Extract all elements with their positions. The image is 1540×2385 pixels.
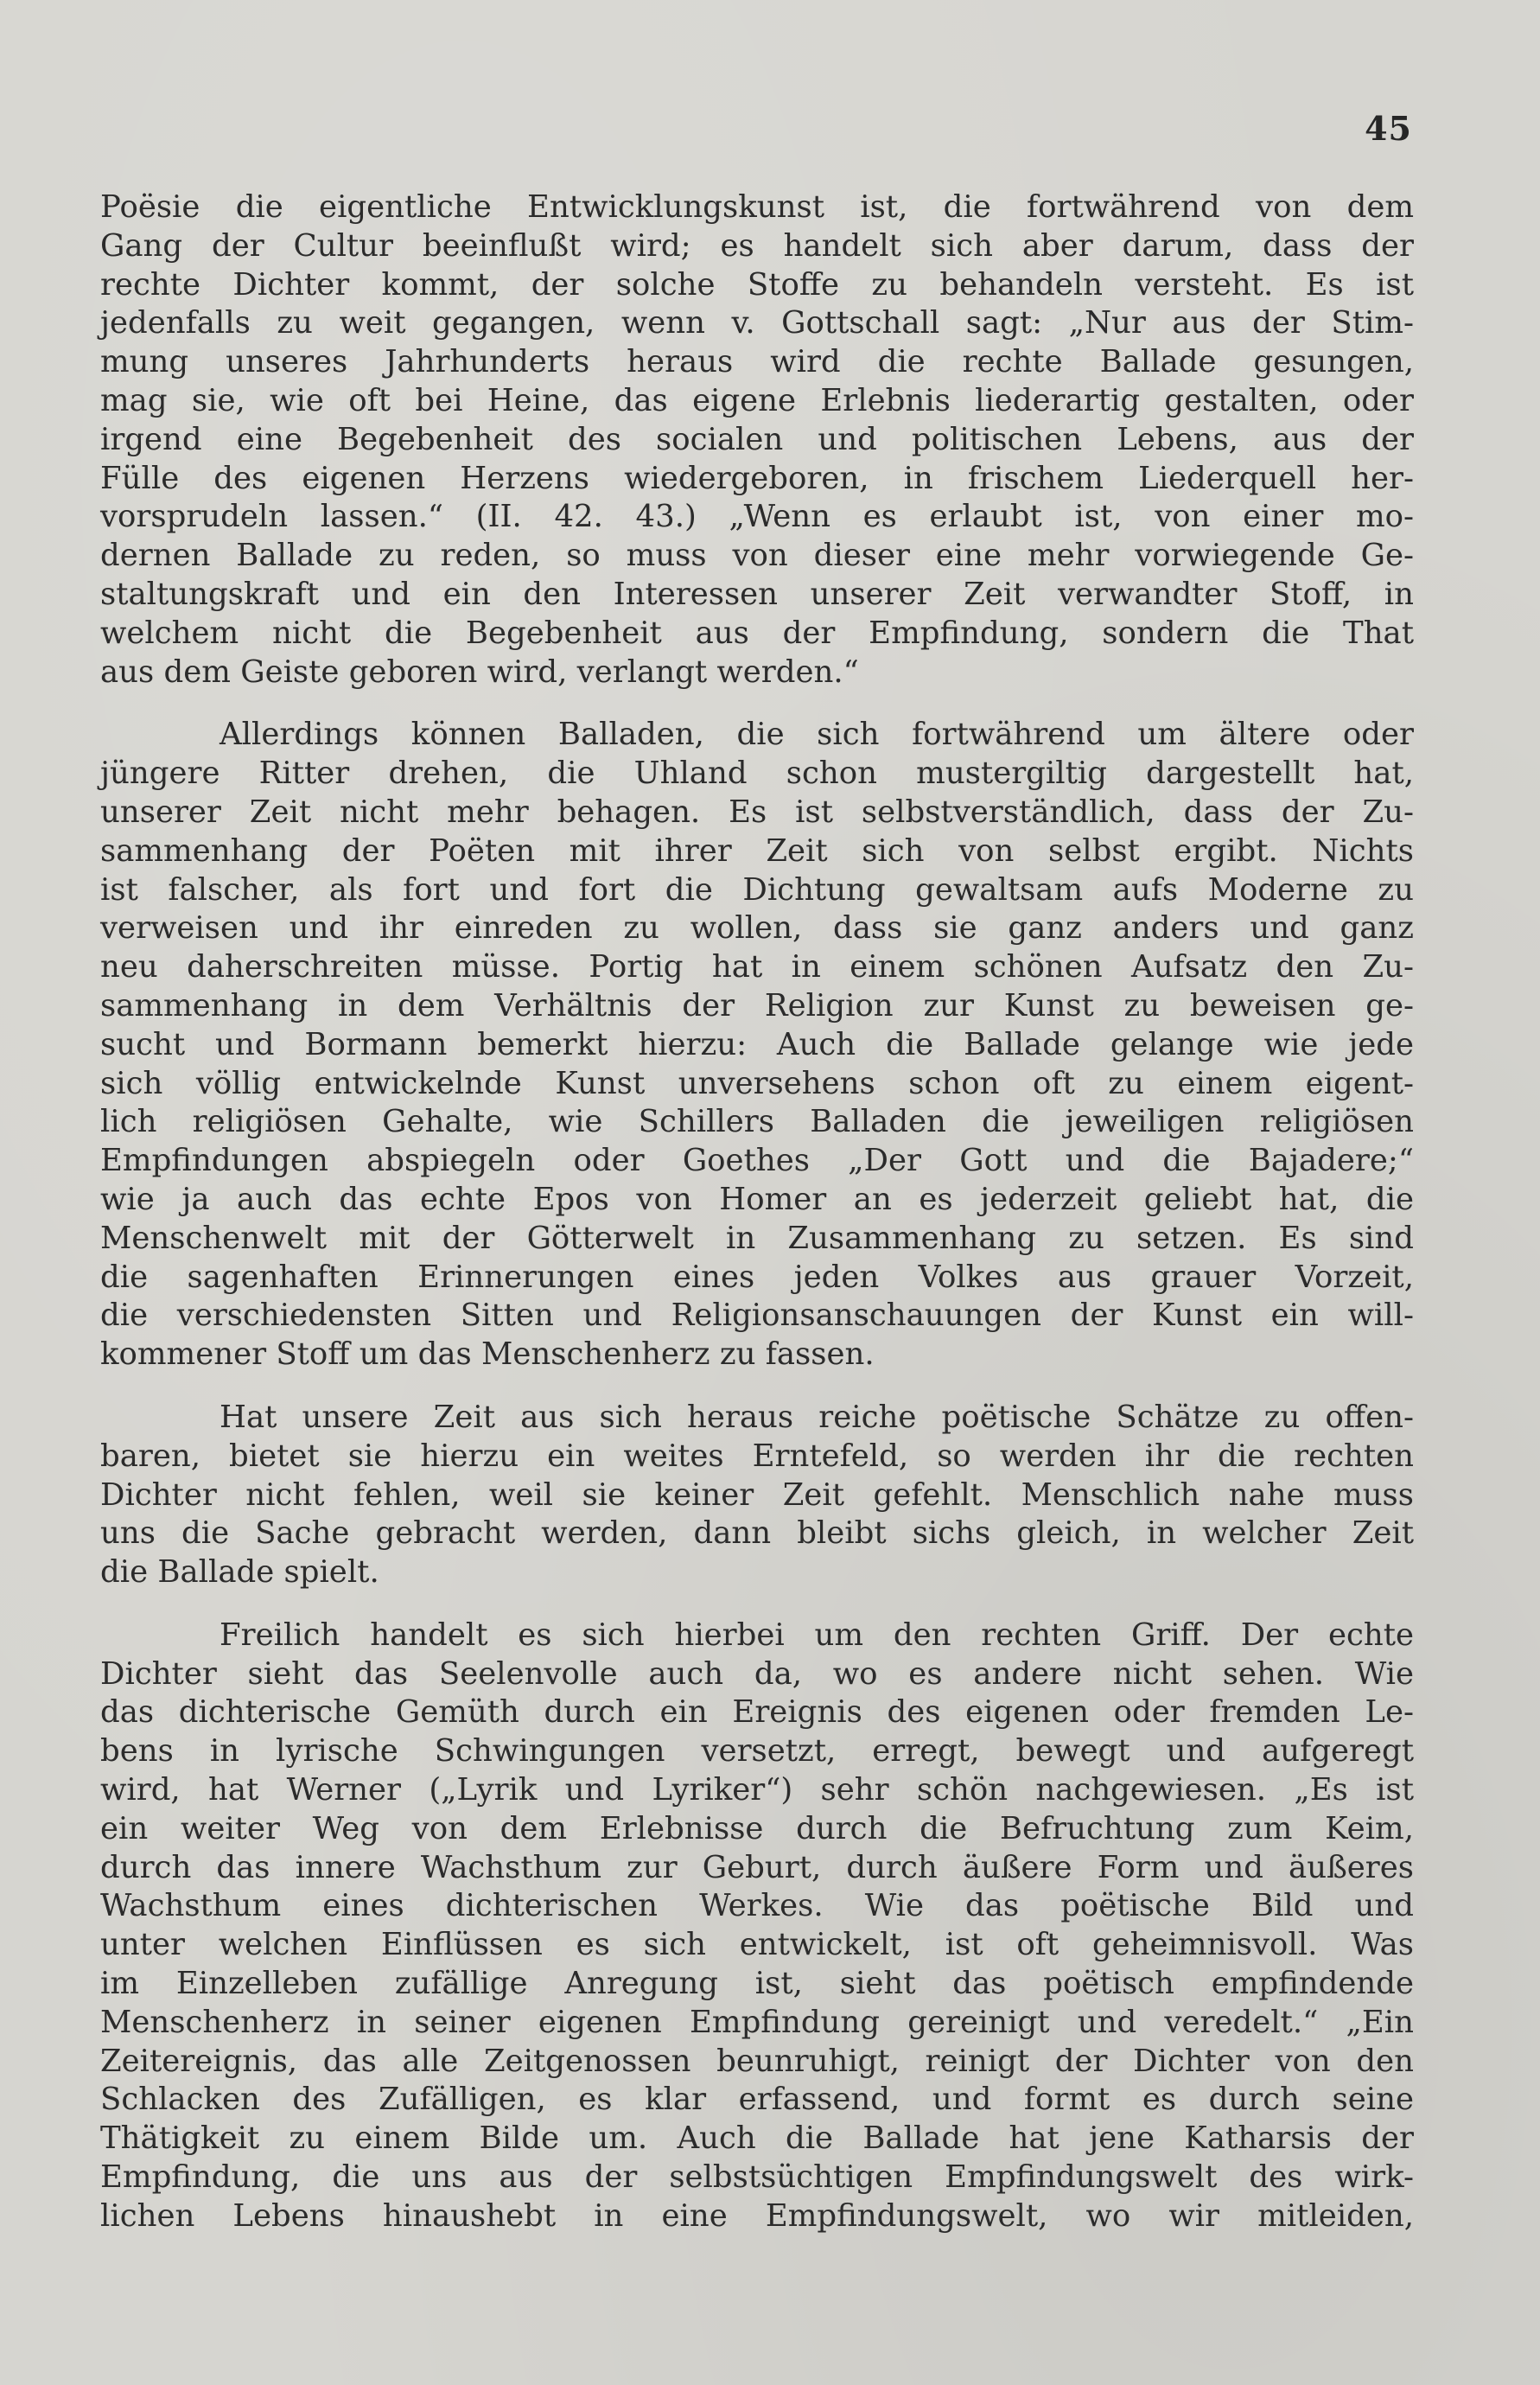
text-line: ist falscher, als fort und fort die Dichtung gewaltsam aufs Moderne zu — [100, 871, 1414, 908]
text-line: lich religiösen Gehalte, wie Schillers Balladen die jeweiligen religiösen — [100, 1104, 1414, 1140]
text-line: sucht und Bormann bemerkt hierzu: Auch die Ballade gelange wie jede — [100, 1026, 1414, 1062]
text-line: im Einzelleben zufällige Anregung ist, sieht das poëtisch empfindende — [100, 1966, 1414, 2002]
text-line: das dichterische Gemüth durch ein Ereignis des eigenen oder fremden Le- — [100, 1694, 1414, 1731]
text-line: wie ja auch das echte Epos von Homer an es jederzeit geliebt hat, die — [100, 1181, 1414, 1217]
text-line: Fülle des eigenen Herzens wiedergeboren, in frischem Liederquell her- — [100, 460, 1414, 496]
text-line: ein weiter Weg von dem Erlebnisse durch die Befruchtung zum Keim, — [100, 1810, 1414, 1846]
text-line: mung unseres Jahrhunderts heraus wird die rechte Ballade gesungen, — [100, 344, 1414, 380]
text-line: dernen Ballade zu reden, so muss von dieser eine mehr vorwiegende Ge- — [100, 538, 1414, 574]
text-line: Freilich handelt es sich hierbei um den rechten Griff. Der echte — [220, 1617, 1414, 1653]
text-line: unserer Zeit nicht mehr behagen. Es ist selbstverständlich, dass der Zu- — [100, 794, 1414, 830]
text-line: bens in lyrische Schwingungen versetzt, erregt, bewegt und aufgeregt — [100, 1733, 1414, 1770]
paragraph — [100, 188, 1414, 692]
text-line: Poësie die eigentliche Entwicklungskunst ist, die fortwährend von dem — [100, 189, 1414, 225]
text-line: die verschiedensten Sitten und Religionsanschauungen der Kunst ein will- — [100, 1298, 1414, 1334]
text-line: mag sie, wie oft bei Heine, das eigene Erlebnis liederartig gestalten, oder — [100, 382, 1414, 418]
text-line: Gang der Cultur beeinflußt wird; es handelt sich aber darum, dass der — [100, 227, 1414, 264]
text-line: baren, bietet sie hierzu ein weites Erntefeld, so werden ihr die rechten — [100, 1438, 1414, 1474]
text-line: sich völlig entwickelnde Kunst unversehens schon oft zu einem eigent- — [100, 1065, 1414, 1101]
text-line: Schlacken des Zufälligen, es klar erfassend, und formt es durch seine — [100, 2082, 1414, 2118]
text-line: die sagenhaften Erinnerungen eines jeden Volkes aus grauer Vorzeit, — [100, 1259, 1414, 1295]
text-line: Empfindung, die uns aus der selbstsüchtigen Empfindungswelt des wirk- — [100, 2159, 1414, 2196]
text-line: sammenhang in dem Verhältnis der Religion zur Kunst zu beweisen ge- — [100, 987, 1414, 1024]
text-line: Allerdings können Balladen, die sich fortwährend um ältere oder — [220, 717, 1414, 753]
text-line: durch das innere Wachsthum zur Geburt, durch äußere Form und äußeres — [100, 1849, 1414, 1885]
text-line: Thätigkeit zu einem Bilde um. Auch die Ballade hat jene Katharsis der — [100, 2120, 1414, 2157]
text-line: vorsprudeln lassen.“ (II. 42. 43.) „Wenn es erlaubt ist, von einer mo- — [100, 499, 1414, 535]
text-line: staltungskraft und ein den Interessen unserer Zeit verwandter Stoff, in — [100, 576, 1414, 612]
text-line: neu daherschreiten müsse. Portig hat in einem schönen Aufsatz den Zu- — [100, 949, 1414, 985]
text-line: Wachsthum eines dichterischen Werkes. Wie das poëtische Bild und — [100, 1888, 1414, 1924]
text-line: Menschenherz in seiner eigenen Empfindung gereinigt und veredelt.“ „Ein — [100, 2004, 1414, 2040]
body-text — [100, 188, 1414, 2236]
paragraph — [100, 1399, 1414, 1592]
page-number: 45 — [1365, 109, 1412, 148]
paragraph-gap — [100, 1374, 1414, 1399]
text-line: uns die Sache gebracht werden, dann bleibt sichs gleich, in welcher Zeit — [100, 1515, 1414, 1552]
paragraph — [100, 716, 1414, 1374]
text-line: die Ballade spielt. — [100, 1554, 379, 1591]
text-line: Zeitereignis, das alle Zeitgenossen beunruhigt, reinigt der Dichter von den — [100, 2043, 1414, 2079]
text-line: Hat unsere Zeit aus sich heraus reiche poëtische Schätze zu offen- — [220, 1399, 1414, 1435]
text-line: Dichter nicht fehlen, weil sie keiner Zeit gefehlt. Menschlich nahe muss — [100, 1476, 1414, 1513]
text-line: welchem nicht die Begebenheit aus der Empfindung, sondern die That — [100, 615, 1414, 651]
text-line: jedenfalls zu weit gegangen, wenn v. Gottschall sagt: „Nur aus der Stim- — [100, 305, 1414, 341]
paragraph-gap — [100, 1592, 1414, 1617]
text-line: sammenhang der Poëten mit ihrer Zeit sich von selbst ergibt. Nichts — [100, 832, 1414, 869]
text-line: unter welchen Einflüssen es sich entwickelt, ist oft geheimnisvoll. Was — [100, 1927, 1414, 1963]
text-line: kommener Stoff um das Menschenherz zu fassen. — [100, 1336, 875, 1373]
text-line: wird, hat Werner („Lyrik und Lyriker“) sehr schön nachgewiesen. „Es ist — [100, 1772, 1414, 1808]
text-line: rechte Dichter kommt, der solche Stoffe zu behandeln versteht. Es ist — [100, 266, 1414, 303]
text-line: Dichter sieht das Seelenvolle auch da, wo es andere nicht sehen. Wie — [100, 1655, 1414, 1692]
text-line: Empfindungen abspiegeln oder Goethes „Der Gott und die Bajadere;“ — [100, 1143, 1414, 1179]
text-line: aus dem Geiste geboren wird, verlangt werden.“ — [100, 654, 859, 690]
text-line: Menschenwelt mit der Götterwelt in Zusammenhang zu setzen. Es sind — [100, 1220, 1414, 1256]
text-line: verweisen und ihr einreden zu wollen, dass sie ganz anders und ganz — [100, 910, 1414, 947]
paragraph — [100, 1617, 1414, 2236]
paragraph-gap — [100, 692, 1414, 716]
text-line: jüngere Ritter drehen, die Uhland schon mustergiltig dargestellt hat, — [100, 756, 1414, 792]
text-line: lichen Lebens hinaushebt in eine Empfindungswelt, wo wir mitleiden, — [100, 2197, 1414, 2234]
text-line: irgend eine Begebenheit des socialen und politischen Lebens, aus der — [100, 421, 1414, 457]
